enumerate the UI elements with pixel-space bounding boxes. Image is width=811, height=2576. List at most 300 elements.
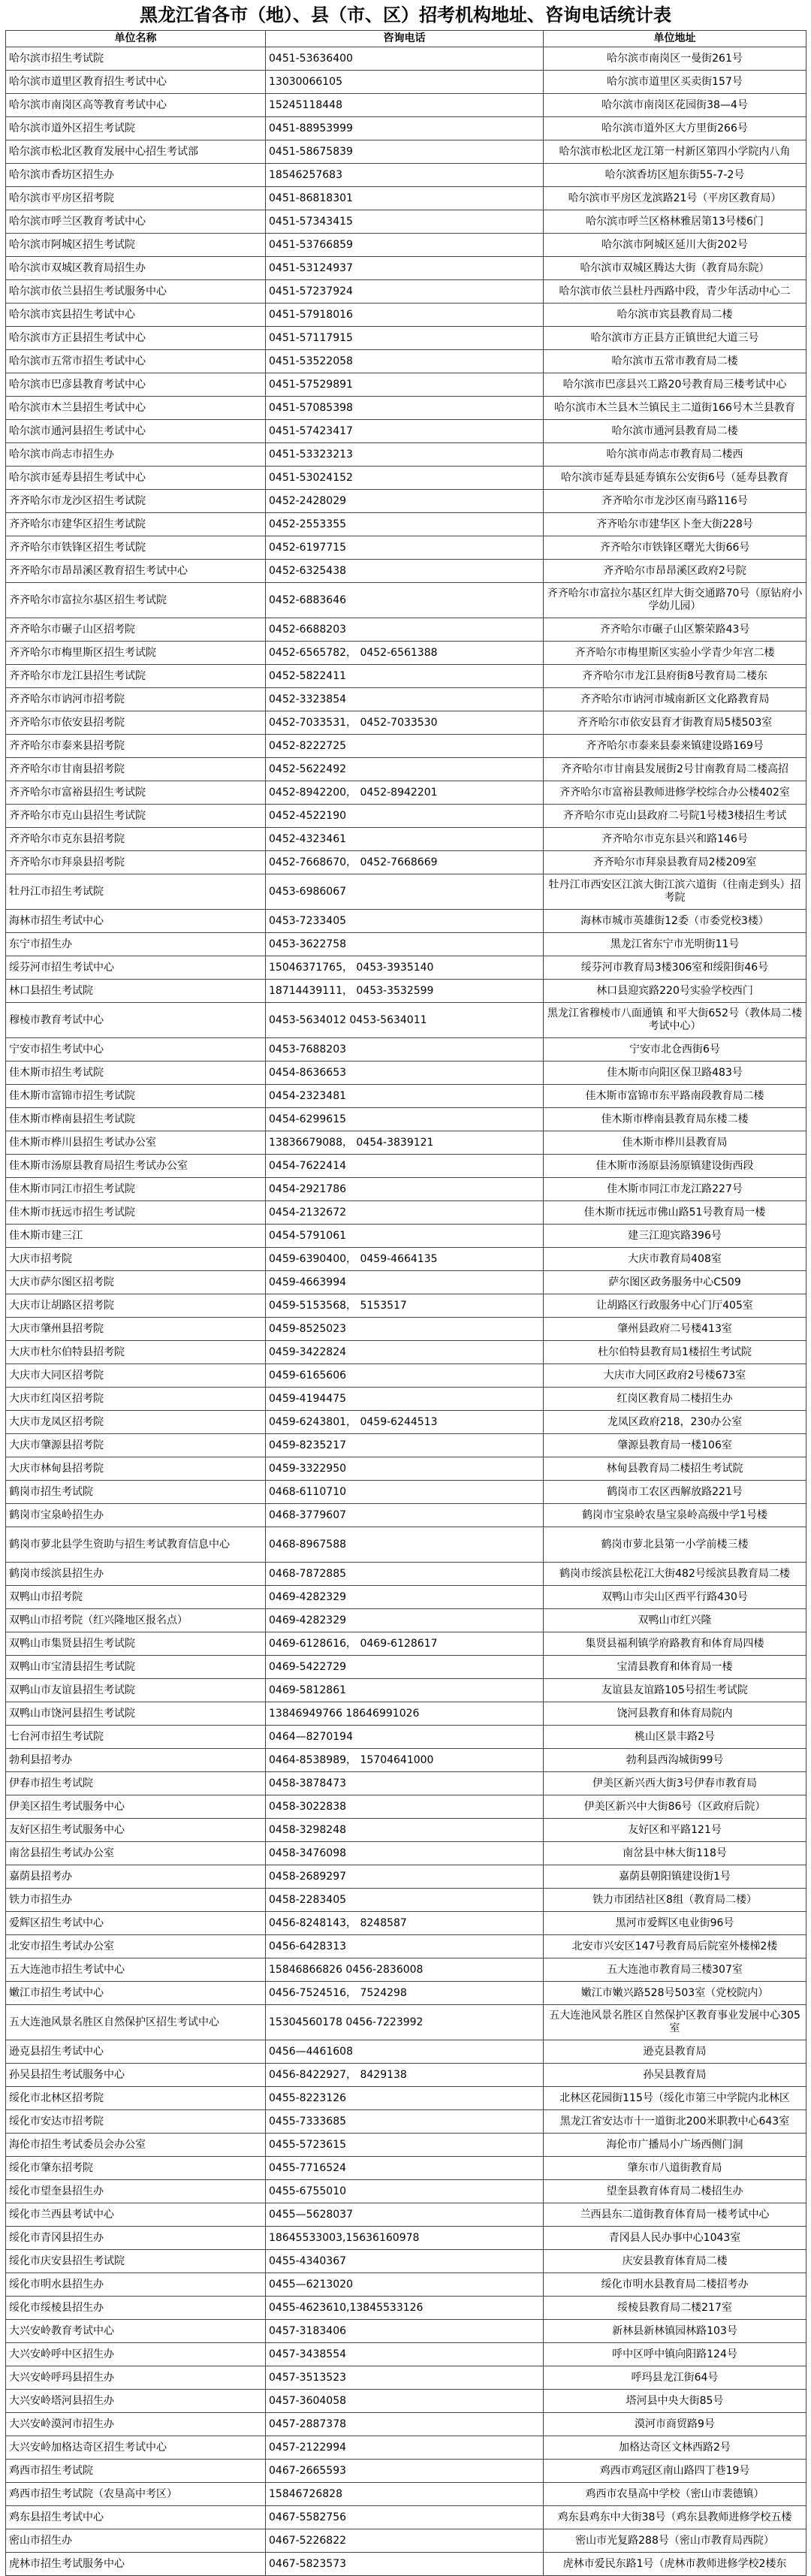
phone-cell: 0455-7716524 (266, 2157, 544, 2180)
unit-name-cell: 双鸭山市友谊县招生考试院 (6, 1679, 266, 1702)
table-row (6, 2297, 806, 2320)
phone-cell: 0451-53124937 (266, 257, 544, 280)
address-cell: 呼中区呼中镇向阳路124号 (544, 2343, 806, 2366)
page-title: 黑龙江省各市（地）、县（市、区）招考机构地址、咨询电话统计表 (140, 5, 671, 26)
phone-cell: 0457-3183406 (266, 2320, 544, 2343)
phone-cell: 0454-2323481 (266, 1085, 544, 1108)
address-cell: 建三江迎宾路396号 (544, 1225, 806, 1248)
phone-cell: 18546257683 (266, 164, 544, 187)
table-row (6, 583, 806, 618)
address-cell: 友好区和平路121号 (544, 1819, 806, 1842)
unit-name-cell: 鸡东县招生考试中心 (6, 2506, 266, 2529)
table-row (6, 781, 806, 805)
unit-name-cell: 嫩江市招生考试中心 (6, 1982, 266, 2005)
address-cell: 铁力市团结社区8组（教育局二楼） (544, 1889, 806, 1912)
table-row (6, 1842, 806, 1865)
table-row (6, 187, 806, 210)
address-cell: 肇州县政府二号楼413室 (544, 1318, 806, 1341)
address-cell: 龙凤区政府218，230办公室 (544, 1411, 806, 1434)
address-cell: 双鸭山市红兴隆 (544, 1609, 806, 1632)
table-row (6, 1958, 806, 1982)
address-cell: 齐齐哈尔市建华区卜奎大街228号 (544, 513, 806, 536)
unit-name-cell: 大兴安岭呼玛县招生办 (6, 2366, 266, 2390)
phone-cell: 0451-53323213 (266, 443, 544, 467)
unit-name-cell: 绥化市北林区招考院 (6, 2087, 266, 2110)
unit-name-cell: 齐齐哈尔市建华区招生考试院 (6, 513, 266, 536)
unit-name-cell: 佳木斯市富锦市招生考试院 (6, 1085, 266, 1108)
address-cell: 黑龙江省东宁市光明街11号 (544, 933, 806, 956)
phone-cell: 0452-7668670， 0452-7668669 (266, 851, 544, 874)
unit-name-cell: 鹤岗市招生考试院 (6, 1481, 266, 1504)
unit-name-cell: 铁力市招生办 (6, 1889, 266, 1912)
unit-name-cell: 大兴安岭教育考试中心 (6, 2320, 266, 2343)
address-cell: 北安市兴安区147号教育局后院室外楼梯2楼 (544, 1935, 806, 1958)
phone-cell: 0451-57237924 (266, 280, 544, 304)
table-row (6, 490, 806, 513)
unit-name-cell: 虎林市招生考试服务中心 (6, 2553, 266, 2576)
table-row (6, 560, 806, 583)
table-row (6, 1819, 806, 1842)
phone-cell: 0469-4282329 (266, 1586, 544, 1609)
unit-name-cell: 鹤岗市宝泉岭招生办 (6, 1504, 266, 1527)
unit-name-cell: 佳木斯市招生考试院 (6, 1062, 266, 1085)
address-cell: 哈尔滨市道里区买卖街157号 (544, 71, 806, 94)
table-row (6, 2320, 806, 2343)
column-header-name: 单位名称 (6, 31, 266, 47)
phone-cell: 0458-3022838 (266, 1795, 544, 1819)
phone-cell: 0451-88953999 (266, 117, 544, 140)
table-row (6, 1294, 806, 1318)
address-cell: 哈尔滨市五常市教育局二楼 (544, 350, 806, 373)
address-cell: 密山市光复路288号（密山市教育局西院） (544, 2529, 806, 2553)
address-cell: 逊克县教育局 (544, 2040, 806, 2064)
unit-name-cell: 双鸭山市集贤县招生考试院 (6, 1632, 266, 1656)
unit-name-cell: 佳木斯市同江市招生考试院 (6, 1178, 266, 1201)
unit-name-cell: 哈尔滨市五常市招生考试中心 (6, 350, 266, 373)
address-cell: 牡丹江市西安区江滨大街江滨六道街（往南走到头）招考院 (544, 874, 806, 910)
address-cell: 哈尔滨市宾县教育局二楼 (544, 304, 806, 327)
table-row (6, 1225, 806, 1248)
table-row (6, 536, 806, 560)
table-row (6, 1795, 806, 1819)
phone-cell: 0451-53522058 (266, 350, 544, 373)
address-cell: 齐齐哈尔市拜泉县教育局2楼209室 (544, 851, 806, 874)
unit-name-cell: 穆棱市教育考试中心 (6, 1003, 266, 1038)
address-cell: 齐齐哈尔市泰来县泰来镇建设路169号 (544, 735, 806, 758)
phone-cell: 0454-6299615 (266, 1108, 544, 1131)
address-cell: 齐齐哈尔市甘南县发展街2号甘南教育局二楼高招 (544, 758, 806, 781)
unit-name-cell: 友好区招生考试服务中心 (6, 1819, 266, 1842)
phone-cell: 0469-5422729 (266, 1656, 544, 1679)
unit-name-cell: 双鸭山市饶河县招生考试院 (6, 1702, 266, 1726)
table-row (6, 2436, 806, 2460)
unit-name-cell: 大庆市杜尔伯特县招考院 (6, 1341, 266, 1364)
address-cell: 嘉荫县朝阳镇建设街1号 (544, 1865, 806, 1889)
phone-cell: 0451-57918016 (266, 304, 544, 327)
phone-cell: 0451-57343415 (266, 210, 544, 234)
table-row (6, 1527, 806, 1563)
table-row (6, 1457, 806, 1481)
phone-cell: 0458-2283405 (266, 1889, 544, 1912)
table-row (6, 280, 806, 304)
table-row (6, 2460, 806, 2483)
unit-name-cell: 大庆市龙凤区招考院 (6, 1411, 266, 1434)
table-row (6, 2227, 806, 2250)
address-cell: 鸡东县鸡东中大街38号（鸡东县教师进修学校五楼 (544, 2506, 806, 2529)
table-row (6, 2064, 806, 2087)
table-row (6, 2366, 806, 2390)
table-row (6, 618, 806, 642)
phone-cell: 0455-7333685 (266, 2110, 544, 2134)
table-row (6, 304, 806, 327)
table-row (6, 688, 806, 711)
table-row (6, 1085, 806, 1108)
phone-cell: 0469-6128616， 0469-6128617 (266, 1632, 544, 1656)
address-cell: 孙吴县教育局 (544, 2064, 806, 2087)
column-header-address: 单位地址 (544, 31, 806, 47)
table-row (6, 2483, 806, 2506)
phone-cell: 0467-5226822 (266, 2529, 544, 2553)
address-cell: 林口县迎宾路220号实验学校西门 (544, 980, 806, 1003)
phone-cell: 0454-2132672 (266, 1201, 544, 1225)
phone-cell: 0458-3878473 (266, 1772, 544, 1795)
table-row (6, 2005, 806, 2040)
phone-cell: 0454-2921786 (266, 1178, 544, 1201)
unit-name-cell: 大庆市肇州县招考院 (6, 1318, 266, 1341)
phone-cell: 0459-3422824 (266, 1341, 544, 1364)
address-cell: 齐齐哈尔市梅里斯区实验小学青少年宫二楼 (544, 642, 806, 665)
phone-cell: 0458-3298248 (266, 1819, 544, 1842)
phone-cell: 15846866826 0456-2836008 (266, 1958, 544, 1982)
unit-name-cell: 鸡西市招生考试院（农垦高中考区） (6, 2483, 266, 2506)
address-cell: 齐齐哈尔市龙江县府街8号教育局二楼东 (544, 665, 806, 688)
unit-name-cell: 伊春市招生考试院 (6, 1772, 266, 1795)
unit-name-cell: 大庆市肇源县招考院 (6, 1434, 266, 1457)
address-cell: 鸡西市农垦高中学校（密山市裴德镇） (544, 2483, 806, 2506)
address-cell: 呼玛县龙江街64号 (544, 2366, 806, 2390)
phone-cell: 18714439111， 0453-3532599 (266, 980, 544, 1003)
address-cell: 鹤岗市宝泉岭农垦宝泉岭高级中学1号楼 (544, 1504, 806, 1527)
unit-name-cell: 大庆市让胡路区招考院 (6, 1294, 266, 1318)
table-row (6, 1411, 806, 1434)
phone-cell: 15046371765， 0453-3935140 (266, 956, 544, 980)
table-row (6, 1201, 806, 1225)
address-cell: 青冈县人民办事中心1043室 (544, 2227, 806, 2250)
unit-name-cell: 大庆市林甸县招考院 (6, 1457, 266, 1481)
table-row (6, 758, 806, 781)
phone-cell: 0456—4461608 (266, 2040, 544, 2064)
unit-name-cell: 爱辉区招生考试中心 (6, 1912, 266, 1935)
unit-name-cell: 齐齐哈尔市拜泉县招考院 (6, 851, 266, 874)
phone-cell: 0457-2122994 (266, 2436, 544, 2460)
address-cell: 哈尔滨市松北区龙江第一村新区第四小学院内八角 (544, 140, 806, 164)
phone-cell: 0464-8538989， 15704641000 (266, 1749, 544, 1772)
table-row (6, 1912, 806, 1935)
address-cell: 鸡西市鸡冠区南山路四丁巷19号 (544, 2460, 806, 2483)
address-cell: 齐齐哈尔市富裕县教师进修学校综合办公楼402室 (544, 781, 806, 805)
table-row (6, 94, 806, 117)
unit-name-cell: 哈尔滨市通河县招生考试中心 (6, 420, 266, 443)
table-row (6, 210, 806, 234)
phone-cell: 0451-57423417 (266, 420, 544, 443)
phone-cell: 0464—8270194 (266, 1726, 544, 1749)
unit-name-cell: 伊美区招生考试服务中心 (6, 1795, 266, 1819)
address-cell: 虎林市爱民东路1号（虎林市教师进修学校2楼东 (544, 2553, 806, 2576)
table-row (6, 828, 806, 851)
phone-cell: 0454-7622414 (266, 1155, 544, 1178)
phone-cell: 0455-4340367 (266, 2250, 544, 2273)
phone-cell: 0459-8235217 (266, 1434, 544, 1457)
unit-name-cell: 哈尔滨市阿城区招生考试院 (6, 234, 266, 257)
table-row (6, 1563, 806, 1586)
address-cell: 宁安市北仓西街6号 (544, 1038, 806, 1062)
address-cell: 齐齐哈尔市龙沙区南马路116号 (544, 490, 806, 513)
table-row (6, 910, 806, 933)
unit-name-cell: 双鸭山市招考院（红兴隆地区报名点） (6, 1609, 266, 1632)
unit-name-cell: 大庆市招考院 (6, 1248, 266, 1271)
address-cell: 友谊县友谊路105号招生考试院 (544, 1679, 806, 1702)
table-row (6, 1749, 806, 1772)
address-cell: 齐齐哈尔市碾子山区繁荣路43号 (544, 618, 806, 642)
address-cell: 哈尔滨市木兰县木兰镇民主二道街166号木兰县教育 (544, 397, 806, 420)
unit-name-cell: 绥化市青冈县招生办 (6, 2227, 266, 2250)
address-cell: 齐齐哈尔市克东县兴和路146号 (544, 828, 806, 851)
phone-cell: 0457-3604058 (266, 2390, 544, 2413)
address-cell: 嫩江市嫩兴路528号503室（党校院内） (544, 1982, 806, 2005)
unit-name-cell: 宁安市招生考试中心 (6, 1038, 266, 1062)
phone-cell: 0452-6883646 (266, 583, 544, 618)
table-row (6, 956, 806, 980)
address-cell: 五大连池风景名胜区自然保护区教育事业发展中心305室 (544, 2005, 806, 2040)
table-row (6, 513, 806, 536)
unit-name-cell: 嘉荫县招考办 (6, 1865, 266, 1889)
table-row (6, 2157, 806, 2180)
phone-cell: 0452-6325438 (266, 560, 544, 583)
table-row (6, 642, 806, 665)
phone-cell: 0453-3622758 (266, 933, 544, 956)
unit-name-cell: 鹤岗市萝北县学生资助与招生考试教育信息中心 (6, 1527, 266, 1563)
address-cell: 海林市城市英雄街12委（市委党校3楼） (544, 910, 806, 933)
phone-cell: 0452-7033531， 0452-7033530 (266, 711, 544, 735)
table-row (6, 1726, 806, 1749)
phone-cell: 0457-3513523 (266, 2366, 544, 2390)
address-cell: 黑龙江省安达市十一道街北200米职教中心643室 (544, 2110, 806, 2134)
unit-name-cell: 绥化市望奎县招生办 (6, 2180, 266, 2203)
address-cell: 佳木斯市汤原县汤原镇建设街西段 (544, 1155, 806, 1178)
phone-cell: 0455-4623610,13845533126 (266, 2297, 544, 2320)
phone-cell: 13030066105 (266, 71, 544, 94)
unit-name-cell: 齐齐哈尔市龙沙区招生考试院 (6, 490, 266, 513)
address-cell: 林甸县教育局二楼招生考试院 (544, 1457, 806, 1481)
address-cell: 哈尔滨市平房区龙滨路21号（平房区教育局） (544, 187, 806, 210)
address-cell: 杜尔伯特县教育局1楼招生考试院 (544, 1341, 806, 1364)
address-cell: 塔河县中央大街85号 (544, 2390, 806, 2413)
unit-name-cell: 大庆市大同区招考院 (6, 1364, 266, 1388)
table-row (6, 1935, 806, 1958)
table-row (6, 2134, 806, 2157)
phone-cell: 15304560178 0456-7223992 (266, 2005, 544, 2040)
phone-cell: 0455—6213020 (266, 2273, 544, 2297)
table-row (6, 851, 806, 874)
unit-name-cell: 双鸭山市招考院 (6, 1586, 266, 1609)
phone-cell: 0452-2428029 (266, 490, 544, 513)
address-cell: 五大连池市教育局三楼307室 (544, 1958, 806, 1982)
address-cell: 海伦市广播局小广场西侧门洞 (544, 2134, 806, 2157)
phone-cell: 0452-6565782， 0452-6561388 (266, 642, 544, 665)
phone-cell: 0459-3322950 (266, 1457, 544, 1481)
address-cell: 新林县新林镇园林路103号 (544, 2320, 806, 2343)
phone-cell: 0452-2553355 (266, 513, 544, 536)
phone-cell: 0451-58675839 (266, 140, 544, 164)
table-row (6, 327, 806, 350)
table-row (6, 1434, 806, 1457)
unit-name-cell: 哈尔滨市双城区教育局招生办 (6, 257, 266, 280)
unit-name-cell: 鹤岗市绥滨县招生办 (6, 1563, 266, 1586)
phone-cell: 0455—5628037 (266, 2203, 544, 2227)
address-cell: 齐齐哈尔市昂昂溪区政府2号院 (544, 560, 806, 583)
table-row (6, 1248, 806, 1271)
address-cell: 集贤县福利镇学府路教育和体育局四楼 (544, 1632, 806, 1656)
table-row (6, 1131, 806, 1155)
table-row (6, 1155, 806, 1178)
address-cell: 齐齐哈尔市依安县育才街教育局5楼503室 (544, 711, 806, 735)
address-cell: 兰西县东二道街教育体育局一楼考试中心 (544, 2203, 806, 2227)
unit-name-cell: 哈尔滨市呼兰区教育考试中心 (6, 210, 266, 234)
phone-cell: 0452-4323461 (266, 828, 544, 851)
address-cell: 让胡路区行政服务中心门厅405室 (544, 1294, 806, 1318)
unit-name-cell: 孙吴县招生考试服务中心 (6, 2064, 266, 2087)
unit-name-cell: 大兴安岭漠河市招生办 (6, 2413, 266, 2436)
table-row (6, 1679, 806, 1702)
column-header-phone: 咨询电话 (266, 31, 544, 47)
phone-cell: 0467-5582756 (266, 2506, 544, 2529)
table-row (6, 350, 806, 373)
table-row (6, 2529, 806, 2553)
unit-name-cell: 鸡西市招生考试院 (6, 2460, 266, 2483)
table-row (6, 933, 806, 956)
table-row (6, 1364, 806, 1388)
table-row (6, 257, 806, 280)
unit-name-cell: 哈尔滨市木兰县招生考试中心 (6, 397, 266, 420)
address-cell: 佳木斯市同江市龙江路227号 (544, 1178, 806, 1201)
unit-name-cell: 齐齐哈尔市依安县招考院 (6, 711, 266, 735)
table-row (6, 467, 806, 490)
phone-cell: 15245118448 (266, 94, 544, 117)
address-cell: 哈尔滨市南岗区一曼街261号 (544, 47, 806, 71)
table-row (6, 2250, 806, 2273)
phone-cell: 0456-7524516， 7524298 (266, 1982, 544, 2005)
phone-cell: 0468-6110710 (266, 1481, 544, 1504)
phone-cell: 0458-3476098 (266, 1842, 544, 1865)
table-row (6, 735, 806, 758)
phone-cell: 0452-6688203 (266, 618, 544, 642)
table-row (6, 234, 806, 257)
unit-name-cell: 双鸭山市宝清县招生考试院 (6, 1656, 266, 1679)
unit-name-cell: 绥芬河市招生考试中心 (6, 956, 266, 980)
table-row (6, 1038, 806, 1062)
phone-cell: 0453-7233405 (266, 910, 544, 933)
unit-name-cell: 绥化市绥棱县招生办 (6, 2297, 266, 2320)
unit-name-cell: 绥化市肇东招考院 (6, 2157, 266, 2180)
table-row (6, 1341, 806, 1364)
unit-name-cell: 齐齐哈尔市富拉尔基区招生考试院 (6, 583, 266, 618)
table-row (6, 1178, 806, 1201)
phone-cell: 18645533003,15636160978 (266, 2227, 544, 2250)
phone-cell: 0451-57529891 (266, 373, 544, 397)
address-cell: 齐齐哈尔市铁锋区曙光大街66号 (544, 536, 806, 560)
phone-cell: 15846726828 (266, 2483, 544, 2506)
unit-name-cell: 牡丹江市招生考试院 (6, 874, 266, 910)
phone-cell: 0451-57085398 (266, 397, 544, 420)
address-cell: 黑河市爱辉区电业街96号 (544, 1912, 806, 1935)
unit-name-cell: 佳木斯市汤原县教育局招生考试办公室 (6, 1155, 266, 1178)
phone-cell: 0451-53024152 (266, 467, 544, 490)
table-row (6, 1003, 806, 1038)
table-row (6, 1889, 806, 1912)
table-row (6, 420, 806, 443)
phone-cell: 0454-5791061 (266, 1225, 544, 1248)
address-cell: 红岗区教育局二楼招生办 (544, 1388, 806, 1411)
unit-name-cell: 齐齐哈尔市梅里斯区招生考试院 (6, 642, 266, 665)
table-row (6, 117, 806, 140)
table-row (6, 2110, 806, 2134)
phone-cell: 0468-3779607 (266, 1504, 544, 1527)
phone-cell: 0451-57117915 (266, 327, 544, 350)
phone-cell: 13846949766 18646991026 (266, 1702, 544, 1726)
address-cell: 哈尔滨市延寿县延寿镇东公安街6号（延寿县教育 (544, 467, 806, 490)
table-row (6, 47, 806, 71)
table-row (6, 1062, 806, 1085)
unit-name-cell: 海伦市招生考试委员会办公室 (6, 2134, 266, 2157)
phone-cell: 0456-8422927， 8429138 (266, 2064, 544, 2087)
address-cell: 佳木斯市桦川县教育局 (544, 1131, 806, 1155)
phone-cell: 0459-6390400， 0459-4664135 (266, 1248, 544, 1271)
unit-name-cell: 七台河市招生考试院 (6, 1726, 266, 1749)
table-row (6, 397, 806, 420)
phone-cell: 0452-8942200， 0452-8942201 (266, 781, 544, 805)
unit-name-cell: 哈尔滨市招生考试院 (6, 47, 266, 71)
unit-name-cell: 哈尔滨市南岗区高等教育考试中心 (6, 94, 266, 117)
unit-name-cell: 佳木斯市桦南县招生考试院 (6, 1108, 266, 1131)
address-cell: 哈尔滨市双城区腾达大街（教育局东院） (544, 257, 806, 280)
address-cell: 哈尔滨市呼兰区格林雅居第13号楼6门 (544, 210, 806, 234)
address-cell: 哈尔滨市道外区大方里街266号 (544, 117, 806, 140)
address-cell: 哈尔滨市方正县方正镇世纪大道三号 (544, 327, 806, 350)
unit-name-cell: 南岔县招生考试办公室 (6, 1842, 266, 1865)
table-row (6, 2553, 806, 2576)
phone-cell: 0459-5153568， 5153517 (266, 1294, 544, 1318)
unit-name-cell: 齐齐哈尔市泰来县招考院 (6, 735, 266, 758)
unit-name-cell: 五大连池市招生考试中心 (6, 1958, 266, 1982)
unit-name-cell: 哈尔滨市松北区教育发展中心招生考试部 (6, 140, 266, 164)
table-row (6, 373, 806, 397)
unit-name-cell: 齐齐哈尔市克山县招生考试院 (6, 805, 266, 828)
unit-name-cell: 哈尔滨市道里区教育招生考试中心 (6, 71, 266, 94)
table-row (6, 805, 806, 828)
address-cell: 哈尔滨市依兰县杜丹西路中段，青少年活动中心二 (544, 280, 806, 304)
phone-cell: 0453-7688203 (266, 1038, 544, 1062)
table-row (6, 2273, 806, 2297)
table-row (6, 71, 806, 94)
table-row (6, 2506, 806, 2529)
unit-name-cell: 绥化市庆安县招生考试院 (6, 2250, 266, 2273)
address-cell: 望奎县教育体育局二楼招生办 (544, 2180, 806, 2203)
phone-cell: 0453-5634012 0453-5634011 (266, 1003, 544, 1038)
phone-cell: 0455-5723615 (266, 2134, 544, 2157)
table-body (6, 47, 806, 2576)
unit-name-cell: 哈尔滨市巴彦县教育考试中心 (6, 373, 266, 397)
unit-name-cell: 逊克县招生考试中心 (6, 2040, 266, 2064)
